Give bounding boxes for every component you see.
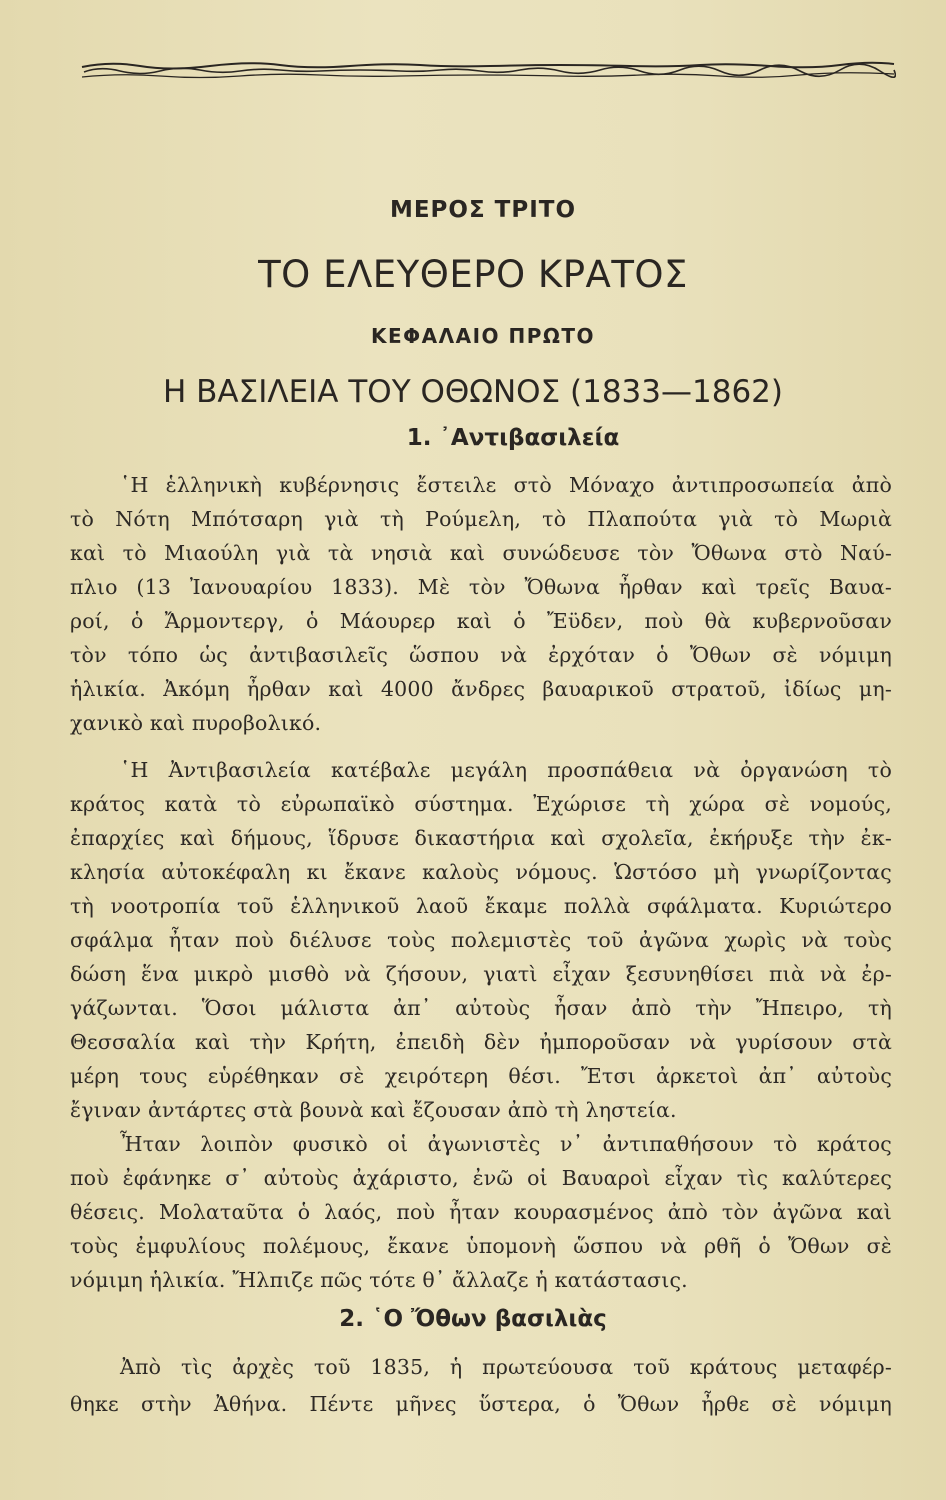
text-line: ἐπαρχίες καὶ δήμους, ἵδρυσε δικαστήρια καὶ σχολεῖα, ἐκήρυξε τὴν ἐκ-: [70, 826, 892, 850]
text-line: θέσεις. Μολαταῦτα ὁ λαός, ποὺ ἦταν κουρασμένος ἀπὸ τὸν ἀγῶνα καὶ: [70, 1200, 892, 1224]
decorative-wavy-rule: [80, 52, 896, 86]
part-heading: ΜΕΡΟΣ ΤΡΙΤΟ: [389, 197, 577, 223]
book-title: ΤΟ ΕΛΕΥΘΕΡΟ ΚΡΑΤΟΣ: [258, 253, 688, 296]
text-line: σφάλμα ἦταν ποὺ διέλυσε τοὺς πολεμιστὲς τοῦ ἀγῶνα χωρὶς νὰ τοὺς: [70, 928, 892, 952]
text-line: ῾Η ἑλληνικὴ κυβέρνησις ἔστειλε στὸ Μόναχο ἀντιπροσωπεία ἀπὸ: [120, 473, 892, 497]
text-line: ἔγιναν ἀντάρτες στὰ βουνὰ καὶ ἔζουσαν ἀπὸ τὴ ληστεία.: [70, 1098, 677, 1122]
text-line: κλησία αὐτοκέφαλη κι ἔκανε καλοὺς νόμους. Ὡστόσο μὴ γνωρίζοντας: [70, 860, 892, 884]
text-line: τοὺς ἐμφυλίους πολέμους, ἔκανε ὑπομονὴ ὥσπου νὰ ρθῆ ὁ Ὄθων σὲ: [70, 1234, 892, 1258]
text-line: ποὺ ἐφάνηκε σ᾿ αὐτοὺς ἀχάριστο, ἐνῶ οἱ Βαυαροὶ εἶχαν τὶς καλύτερες: [70, 1166, 892, 1190]
text-line: νόμιμη ἡλικία. Ἤλπιζε πῶς τότε θ᾿ ἄλλαζε ἡ κατάστασις.: [70, 1268, 688, 1292]
chapter-heading: ΚΕΦΑΛΑΙΟ ΠΡΩΤΟ: [370, 324, 596, 348]
text-line: Ἦταν λοιπὸν φυσικὸ οἱ ἀγωνιστὲς ν᾿ ἀντιπαθήσουν τὸ κράτος: [120, 1132, 892, 1156]
text-line: κράτος κατὰ τὸ εὐρωπαϊκὸ σύστημα. Ἐχώρισε τὴ χώρα σὲ νομούς,: [70, 792, 892, 816]
text-line: Θεσσαλία καὶ τὴν Κρήτη, ἐπειδὴ δὲν ἠμποροῦσαν νὰ γυρίσουν στὰ: [70, 1030, 892, 1054]
text-line: πλιο (13 Ἰανουαρίου 1833). Μὲ τὸν Ὄθωνα ἦρθαν καὶ τρεῖς Βαυα-: [70, 575, 892, 599]
text-line: θηκε στὴν Ἀθήνα. Πέντε μῆνες ὕστερα, ὁ Ὄθων ἦρθε σὲ νόμιμη: [70, 1392, 892, 1416]
text-line: καὶ τὸ Μιαούλη γιὰ τὰ νησιὰ καὶ συνώδευσε τὸν Ὄθωνα στὸ Ναύ-: [70, 541, 892, 565]
section-heading: 1. ᾿Αντιβασιλεία: [406, 425, 620, 451]
chapter-title: Η ΒΑΣΙΛΕΙΑ ΤΟΥ ΟΘΩΝΟΣ (1833—1862): [163, 374, 783, 410]
text-line: ῾Η Ἀντιβασιλεία κατέβαλε μεγάλη προσπάθεια νὰ ὀργανώση τὸ: [120, 758, 892, 782]
text-line: δώση ἕνα μικρὸ μισθὸ νὰ ζήσουν, γιατὶ εἶχαν ξεσυνηθίσει πιὰ νὰ ἐρ-: [70, 962, 892, 986]
text-line: τὴ νοοτροπία τοῦ ἑλληνικοῦ λαοῦ ἔκαμε πολλὰ σφάλματα. Κυριώτερο: [70, 894, 892, 918]
text-line: τὸν τόπο ὡς ἀντιβασιλεῖς ὥσπου νὰ ἐρχόταν ὁ Ὄθων σὲ νόμιμη: [70, 643, 892, 667]
text-line: ροί, ὁ Ἄρμοντεργ, ὁ Μάουρερ καὶ ὁ Ἔϋδεν, ποὺ θὰ κυβερνοῦσαν: [70, 609, 892, 633]
text-line: μέρη τους εὑρέθηκαν σὲ χειρότερη θέσι. Ἔτσι ἀρκετοὶ ἀπ᾿ αὐτοὺς: [70, 1064, 892, 1088]
text-line: τὸ Νότη Μπότσαρη γιὰ τὴ Ρούμελη, τὸ Πλαπούτα γιὰ τὸ Μωριὰ: [70, 507, 892, 531]
text-line: χανικὸ καὶ πυροβολικό.: [70, 711, 322, 735]
text-line: ἡλικία. Ἀκόμη ἦρθαν καὶ 4000 ἄνδρες βαυαρικοῦ στρατοῦ, ἰδίως μη-: [70, 677, 892, 701]
text-line: Ἀπὸ τὶς ἀρχὲς τοῦ 1835, ἡ πρωτεύουσα τοῦ κράτους μεταφέρ-: [120, 1355, 892, 1379]
text-line: γάζωνται. Ὅσοι μάλιστα ἀπ᾿ αὐτοὺς ἦσαν ἀπὸ τὴν Ἤπειρο, τὴ: [70, 996, 892, 1020]
section-heading: 2. ῾Ο Ὄθων βασιλιὰς: [339, 1306, 607, 1332]
